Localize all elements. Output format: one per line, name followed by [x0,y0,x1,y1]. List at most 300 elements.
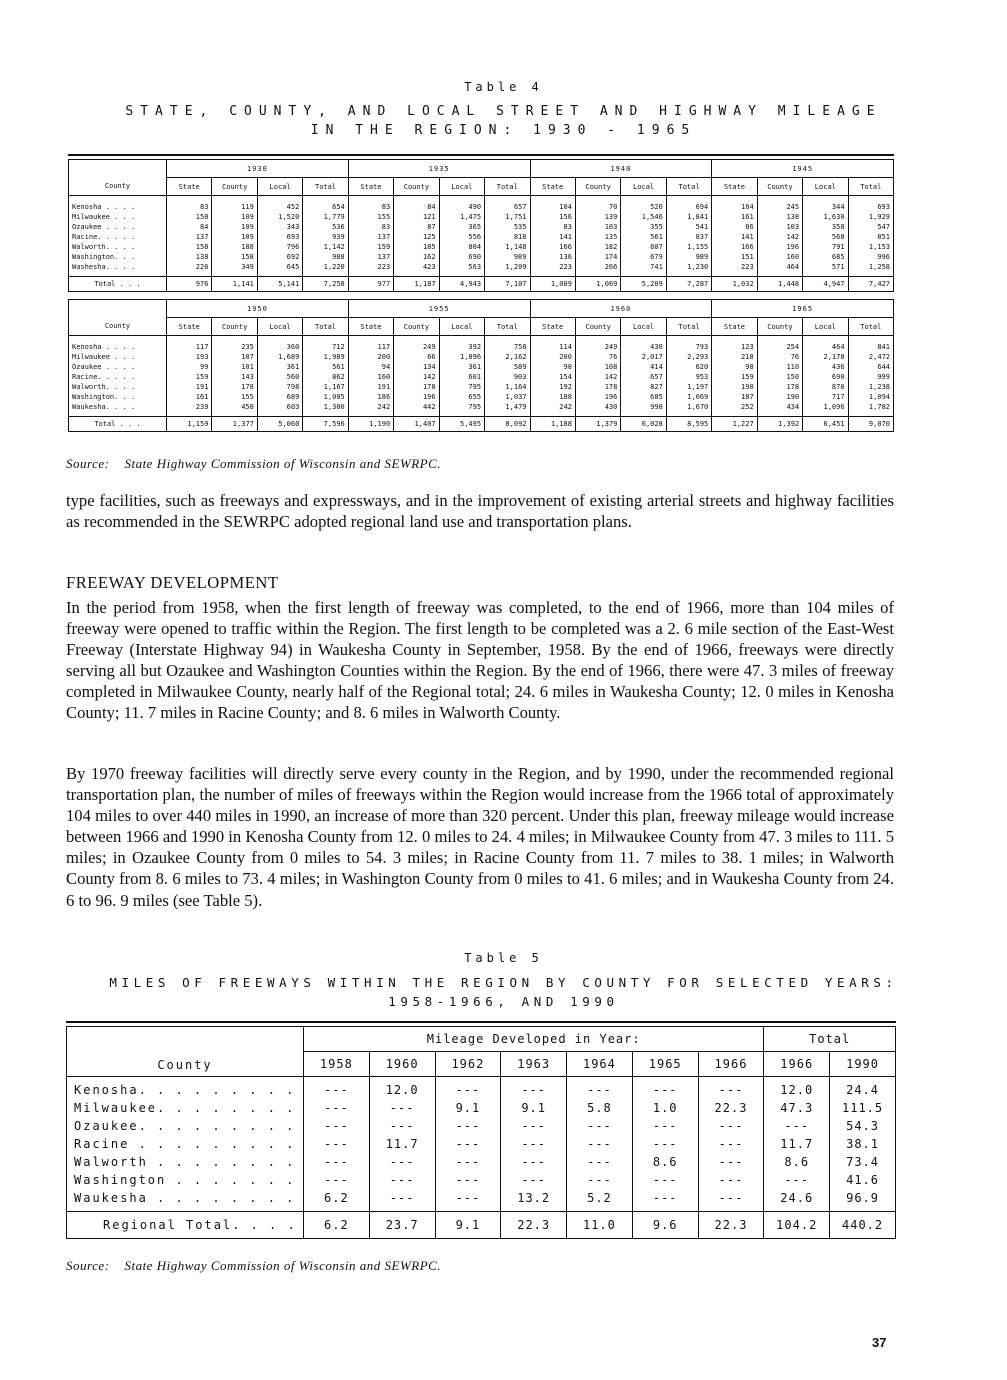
table-cell: 1,407 [394,417,439,432]
table-cell: 84 [394,196,439,213]
table-cell: 99 [167,362,212,372]
table4-panel-1930-1945 [68,159,894,292]
table4-column-header: State [167,318,212,336]
table-cell: --- [698,1117,764,1135]
table-cell: 690 [803,372,848,382]
table4-year-header: 1935 [348,160,530,178]
county-name: Kenosha . . . . [72,343,136,351]
table-cell: 490 [439,196,484,213]
table-row [69,212,894,222]
table-cell: 188 [212,242,257,252]
table-row [69,252,894,262]
table-cell: 24.4 [830,1077,896,1100]
table-cell: 392 [439,336,484,353]
table-cell: 136 [530,252,575,262]
table-cell: 939 [303,232,348,242]
table-cell: 54.3 [830,1117,896,1135]
table-cell: --- [369,1171,435,1189]
table-cell: 159 [348,242,393,252]
table-cell: 442 [394,402,439,417]
table-cell: 434 [757,402,802,417]
table-cell: 796 [257,242,302,252]
table-cell: 440.2 [830,1212,896,1239]
table-row [69,232,894,242]
table-cell: 8,092 [485,417,530,432]
table-cell: 423 [394,262,439,277]
table-cell: 178 [394,382,439,392]
table-cell: 9,070 [848,417,893,432]
table-cell: 1,689 [257,352,302,362]
table-cell: 452 [257,196,302,213]
table-cell: 38.1 [830,1135,896,1153]
table-cell: 977 [348,277,393,292]
table-cell: 23.7 [369,1212,435,1239]
table-cell: 22.3 [698,1099,764,1117]
table-cell: 98 [712,362,757,372]
table-cell: 111.5 [830,1099,896,1117]
county-name: Racine. . . . . [72,373,136,381]
county-name: Walworth. . . . [72,243,136,251]
table-cell: 1,751 [485,212,530,222]
table-cell: 8.6 [764,1153,830,1171]
table5-top-rule [66,1021,896,1023]
table-cell: 83 [348,196,393,213]
table-cell: 119 [212,196,257,213]
county-name: Ozaukee . . . . [72,223,136,231]
table4-column-header: State [348,178,393,196]
table-cell: 654 [303,196,348,213]
table-cell: 96.9 [830,1189,896,1212]
table-cell: 1,188 [530,417,575,432]
table-cell: 988 [303,252,348,262]
table-cell: --- [632,1171,698,1189]
county-name: Washington. . . [72,393,136,401]
table-cell: 1,782 [848,402,893,417]
table-cell: 266 [575,262,620,277]
table4-title: STATE, COUNTY, AND LOCAL STREET AND HIGHWAY MILEAGE [125,104,882,119]
table4-column-header: Total [848,178,893,196]
table-cell: --- [632,1189,698,1212]
table-cell: 827 [621,382,666,392]
table4-year-header: 1950 [167,300,349,318]
table-cell: 249 [575,336,620,353]
table-cell: 188 [530,392,575,402]
table-cell: 1,187 [394,277,439,292]
table-cell: 104.2 [764,1212,830,1239]
table-cell: 645 [257,262,302,277]
table4-column-header: State [712,318,757,336]
table-cell: 254 [757,336,802,353]
table-cell: 190 [757,392,802,402]
table-cell: 953 [666,372,711,382]
table4-year-header-row [69,160,894,178]
table-cell: --- [304,1117,370,1135]
table-row [69,382,894,392]
table-cell: 117 [167,336,212,353]
table5-year-header: 1966 [698,1052,764,1077]
table-cell: 7,596 [303,417,348,432]
table4-year-header: 1960 [530,300,712,318]
table-cell: --- [369,1153,435,1171]
table-cell: 178 [212,382,257,392]
table4-column-header: Total [485,318,530,336]
table-cell: 9.1 [501,1099,567,1117]
table-cell: 4,947 [803,277,848,292]
table-cell: 223 [530,262,575,277]
table-cell: 166 [530,242,575,252]
table-cell: 137 [348,252,393,262]
table-row [67,1117,896,1135]
table4-panel-1950-1965 [68,299,894,432]
table-cell: 245 [757,196,802,213]
table-cell: 7,258 [303,277,348,292]
table-cell: 344 [803,196,848,213]
table-cell: 1,032 [712,277,757,292]
table-cell: 252 [712,402,757,417]
table4-column-header: Local [621,318,666,336]
table-cell: 841 [848,336,893,353]
table-cell: 360 [257,336,302,353]
table-cell: 7,107 [485,277,530,292]
table-cell: --- [304,1077,370,1100]
table-cell: 795 [439,402,484,417]
table-cell: --- [501,1077,567,1100]
table-cell: --- [435,1189,501,1212]
table-cell: 1,377 [212,417,257,432]
table-cell: 193 [167,352,212,362]
table-cell: 837 [666,232,711,242]
table-cell: 560 [257,372,302,382]
table-cell: 464 [757,262,802,277]
table-cell: 1,989 [303,352,348,362]
table-cell: 150 [757,372,802,382]
table-cell: 1,929 [848,212,893,222]
table4-column-header: Total [485,178,530,196]
county-name: Waukesha. . . . [72,403,136,411]
table-cell: 1,379 [575,417,620,432]
table-cell: 11.0 [567,1212,633,1239]
table4-year-header: 1955 [348,300,530,318]
table-cell: 103 [575,222,620,232]
table-cell: 2,472 [848,352,893,362]
table-cell: 158 [212,252,257,262]
table-cell: 5.8 [567,1099,633,1117]
table5-year-header: 1965 [632,1052,698,1077]
table-cell: 22.3 [698,1212,764,1239]
table-cell: 109 [212,222,257,232]
table-cell: 200 [530,352,575,362]
table-cell: 186 [348,392,393,402]
source-label: Source: [66,1258,110,1273]
table-cell: 414 [621,362,666,372]
table5-year-header: 1963 [501,1052,567,1077]
section-heading: FREEWAY DEVELOPMENT [66,573,279,592]
table-cell: 239 [167,402,212,417]
table-cell: 361 [439,362,484,372]
table-cell: 989 [485,252,530,262]
table-cell: 1,238 [848,382,893,392]
table-cell: 655 [439,392,484,402]
table-cell: 125 [394,232,439,242]
table-cell: 644 [848,362,893,372]
table-cell: --- [764,1117,830,1135]
table-cell: 5,209 [621,277,666,292]
table-cell: 1,148 [485,242,530,252]
table-cell: 196 [757,242,802,252]
table-cell: 117 [348,336,393,353]
table-cell: 76 [575,352,620,362]
table-cell: 192 [530,382,575,392]
table-cell: 571 [803,262,848,277]
table-cell: 5.2 [567,1189,633,1212]
table-cell: 155 [212,392,257,402]
table4-county-header: County [69,318,167,336]
table-cell: 870 [803,382,848,392]
table4-blank-header [69,160,167,178]
table-cell: 436 [803,362,848,372]
table-cell: --- [435,1135,501,1153]
table-cell: 1,197 [666,382,711,392]
table-cell: 138 [167,252,212,262]
table-cell: 561 [303,362,348,372]
table-cell: 87 [394,222,439,232]
table-cell: --- [435,1117,501,1135]
table-cell: 8.6 [632,1153,698,1171]
table-cell: 114 [530,336,575,353]
county-name: Milwaukee. . . . . . . . [74,1101,296,1115]
table-cell: 657 [621,372,666,382]
table-cell: 139 [575,212,620,222]
table-cell: --- [369,1117,435,1135]
table-cell: 693 [257,232,302,242]
table5-developed-header: Mileage Developed in Year: [304,1027,764,1052]
body-paragraph-2: In the period from 1958, when the first length of freeway was completed, to the end of 1966, more than 104 miles of freeway were opened to traffic within the Region. The first length to be completed was a 2. 6 mile section of the East-West Freeway (Interstate Highway 94) in Waukesha County in September, 1958. By the end of 1966, freeways were directly serving all but Ozaukee and Washington Counties within the Region. By the end of 1966, there were 47. 3 miles of freeway completed in Milwaukee County, nearly half of the Regional total; 24. 6 miles in Waukesha County; 12. 0 miles in Kenosha County; 11. 7 miles in Racine County; and 8. 6 miles in Walworth County. [66,598,894,723]
table-cell: 200 [348,352,393,362]
table4-column-header: County [757,318,802,336]
table-cell: 11.7 [369,1135,435,1153]
table-cell: 996 [848,252,893,262]
table4-year-header: 1965 [712,300,894,318]
table-cell: 242 [530,402,575,417]
table-cell: 12.0 [369,1077,435,1100]
table-cell: 142 [575,372,620,382]
table-row [69,196,894,213]
table-row [69,222,894,232]
table-cell: 1,230 [666,262,711,277]
table-cell: 1,164 [485,382,530,392]
table-cell: 1,520 [257,212,302,222]
table-cell: 1,069 [666,392,711,402]
table-cell: 141 [530,232,575,242]
table-cell: 108 [575,362,620,372]
table-cell: 349 [212,262,257,277]
table-row [67,1153,896,1171]
table-cell: 196 [394,392,439,402]
table-cell: 1,841 [666,212,711,222]
table-cell: --- [632,1135,698,1153]
table-cell: 1,479 [485,402,530,417]
table-cell: 862 [303,372,348,382]
table-cell: 9.1 [435,1099,501,1117]
table-cell: 741 [621,262,666,277]
table4-column-header: Local [439,178,484,196]
table-cell: 2,178 [803,352,848,362]
table-cell: 5,495 [439,417,484,432]
table-cell: 692 [257,252,302,262]
table-cell: 226 [167,262,212,277]
table5-label: Table 5 [464,951,543,965]
table-cell: 141 [712,232,757,242]
table-cell: 160 [348,372,393,382]
table-cell: --- [567,1153,633,1171]
table-cell: 5,060 [257,417,302,432]
table4-title-line2: IN THE REGION: 1930 - 1965 [310,123,697,138]
table5-group-header-row [67,1027,896,1052]
total-label: Regional Total. . . . [67,1212,304,1239]
table4-top-rule [68,154,894,156]
table-cell: 355 [621,222,666,232]
table-cell: --- [567,1171,633,1189]
table-cell: 161 [712,212,757,222]
table-cell: 1,300 [303,402,348,417]
table-cell: 196 [575,392,620,402]
table-cell: --- [567,1135,633,1153]
table-cell: 547 [848,222,893,232]
county-name: Washesha. . . . [72,263,136,271]
table5-total-header: Total [764,1027,896,1052]
table4-column-header: Total [666,318,711,336]
table5-county-header: County [67,1027,304,1077]
table-cell: 1,220 [303,262,348,277]
table-cell: --- [304,1171,370,1189]
table-cell: 795 [439,382,484,392]
table-cell: 142 [394,372,439,382]
county-name: Ozaukee . . . . [72,363,136,371]
table-cell: 601 [439,372,484,382]
table-cell: 218 [712,352,757,362]
table-cell: 1,141 [212,277,257,292]
table-cell: 657 [485,196,530,213]
table-cell: 999 [848,372,893,382]
table-cell: 717 [803,392,848,402]
table-cell: 1,670 [666,402,711,417]
table-cell: 1,227 [712,417,757,432]
table-cell: 94 [348,362,393,372]
county-name: Milwaukee . . . [72,353,136,361]
table-cell: 137 [167,232,212,242]
table4-body [69,336,894,432]
table-cell: 758 [485,336,530,353]
table-cell: 791 [803,242,848,252]
table-cell: 76 [757,352,802,362]
table-row [69,392,894,402]
table-cell: --- [698,1171,764,1189]
table-cell: 1,094 [848,392,893,402]
table4-column-header: Local [257,178,302,196]
table-cell: 174 [575,252,620,262]
table5-year-header: 1964 [567,1052,633,1077]
table-row [67,1077,896,1100]
table-cell: 83 [348,222,393,232]
county-name: Waukesha . . . . . . . . [74,1191,296,1205]
table-cell: 536 [303,222,348,232]
table4-column-header: State [530,318,575,336]
table-cell: 693 [848,196,893,213]
table-cell: 694 [666,196,711,213]
table-cell: 66 [394,352,439,362]
table-cell: 162 [394,252,439,262]
table4-year-header: 1945 [712,160,894,178]
table-cell: 1,009 [530,277,575,292]
table4-sub-header-row [69,318,894,336]
table-cell: 104 [530,196,575,213]
table4-column-header: Total [666,178,711,196]
table-cell: 83 [167,196,212,213]
table5 [66,1026,896,1239]
table-cell: 7,287 [666,277,711,292]
table-cell: --- [698,1135,764,1153]
county-name: Kenosha. . . . . . . . . [74,1083,296,1097]
table4-column-header: County [394,178,439,196]
table-cell: --- [698,1189,764,1212]
table5-year-header: 1990 [830,1052,896,1077]
county-name: Walworth . . . . . . . . [74,1155,296,1169]
table-cell: 603 [257,402,302,417]
table4-county-header: County [69,178,167,196]
table4-column-header: County [575,318,620,336]
table-cell: 589 [485,362,530,372]
table-cell: 103 [757,222,802,232]
table-cell: 1,392 [757,417,802,432]
table4-source [66,456,441,472]
table-cell: --- [369,1189,435,1212]
county-name: Washington. . . [72,253,136,261]
table-cell: 365 [439,222,484,232]
table-cell: 101 [212,362,257,372]
table-cell: 851 [848,232,893,242]
table-cell: 556 [439,232,484,242]
table4-column-header: County [212,178,257,196]
table-cell: 109 [212,232,257,242]
table-cell: 8,595 [666,417,711,432]
table-cell: 159 [167,372,212,382]
table-cell: --- [304,1153,370,1171]
page-number: 37 [872,1335,887,1350]
table-cell: 223 [348,262,393,277]
table-cell: 123 [712,336,757,353]
table-cell: 158 [167,242,212,252]
table-cell: 9.6 [632,1212,698,1239]
table-cell: --- [698,1077,764,1100]
table-cell: 818 [485,232,530,242]
table-cell: --- [632,1117,698,1135]
table-cell: 191 [348,382,393,392]
table-cell: 109 [212,212,257,222]
table-cell: 242 [348,402,393,417]
county-name: Ozaukee. . . . . . . . . [74,1119,296,1133]
table-cell: 685 [621,392,666,402]
table4-column-header: County [394,318,439,336]
source-text: State Highway Commission of Wisconsin and SEWRPC. [124,456,442,471]
table-cell: 358 [803,222,848,232]
county-name: Washington . . . . . . . [74,1173,296,1187]
table-cell: --- [501,1117,567,1135]
table-cell: 235 [212,336,257,353]
county-name: Racine . . . . . . . . . [74,1137,296,1151]
county-name: Walworth. . . . [72,383,136,391]
table-cell: 1,258 [848,262,893,277]
table-cell: 804 [439,242,484,252]
